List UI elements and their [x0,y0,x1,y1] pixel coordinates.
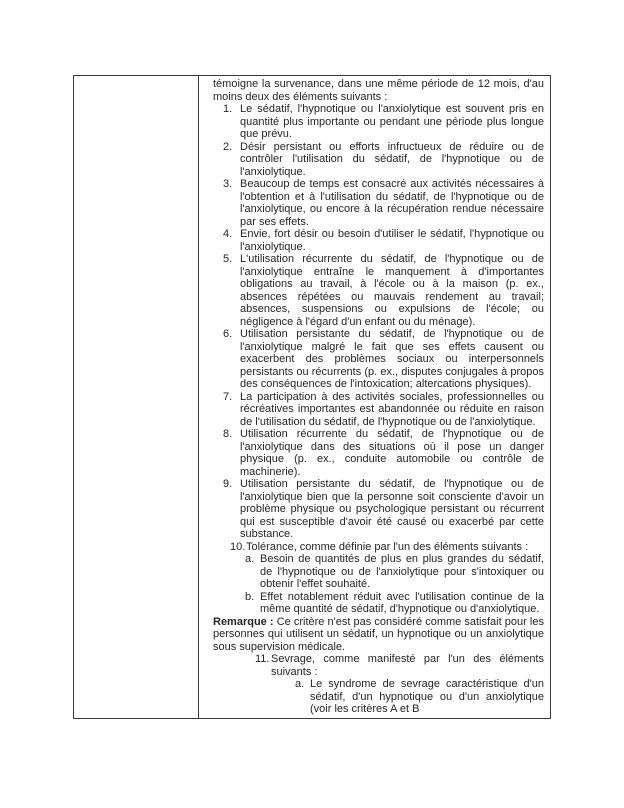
empty-left-cell [74,76,199,718]
criterion-item-2 [213,141,544,179]
criterion-text: Utilisation persistante du sédatif, de l'hypnotique ou de l'anxiolytique malgré le fait que ses effets causent ou exacerbent des problèmes sociaux ou interpersonnels persistants ou récurrents (p. ex., disputes conjugales à propos des conséquences de l'intoxication; altercations physiques). [240,328,544,390]
criterion-item-4 [213,228,544,253]
criteria-table [73,75,551,719]
criterion-number: 11. [255,653,270,665]
criterion-item-5 [213,253,544,328]
criterion-item-6 [213,328,544,391]
criterion-number: 8. [223,428,233,440]
remark-paragraph [213,616,544,654]
criterion-item-3 [213,178,544,228]
criterion-item-10 [213,541,544,554]
subcriterion-letter: a. [295,678,305,690]
criterion-text: Tolérance, comme définie par l'un des éléments suivants : [246,540,529,553]
criterion-text: Utilisation récurrente du sédatif, de l'hypnotique ou de l'anxiolytique dans des situations où il pose un danger physique (p. ex., conduite automobile ou contrôle de machinerie). [240,428,544,478]
criterion-number: 4. [223,228,233,240]
criteria-cell [199,76,550,718]
subcriterion-text: Le syndrome de sevrage caractéristique d'un sédatif, d'un hypnotique ou d'un anxiolytique (voir les critères A et B [310,678,544,715]
subcriterion-item-11a [213,678,544,716]
subcriterion-letter: a. [245,553,255,565]
subcriterion-letter: b. [245,590,255,603]
criterion-item-1 [213,103,544,141]
subcriterion-text: Effet notablement réduit avec l'utilisation continue de la même quantité de sédatif, d'hypnotique ou d'anxiolytique. [260,590,544,615]
criterion-number: 1. [223,103,233,115]
remark-label: Remarque : [213,615,274,628]
criterion-number: 7. [223,390,233,403]
criterion-text: Beaucoup de temps est consacré aux activités nécessaires à l'obtention et à l'utilisation du sédatif, de l'hypnotique ou de l'anxiolytique, ou encore à la récupération rendue nécessaire par ses effets. [240,178,544,228]
criterion-number: 2. [223,140,233,153]
intro-paragraph: témoigne la survenance, dans une même période de 12 mois, d'au moins deux des éléments suivants : [213,78,544,103]
criterion-text: Envie, fort désir ou besoin d'utiliser le sédatif, l'hypnotique ou l'anxiolytique. [240,228,544,253]
subcriterion-text: Besoin de quantités de plus en plus grandes du sédatif, de l'hypnotique ou de l'anxiolytique pour s'intoxiquer ou obtenir l'effet souhaité. [260,553,544,590]
criterion-item-8 [213,428,544,478]
criterion-text: Le sédatif, l'hypnotique ou l'anxiolytique est souvent pris en quantité plus importante ou pendant une période plus longue que prévu. [240,103,544,140]
criterion-number: 9. [223,478,233,490]
criterion-number: 6. [223,328,233,340]
subcriterion-item-10a [213,553,544,591]
criterion-number: 10. [230,540,246,553]
criterion-text: La participation à des activités sociales, professionnelles ou récréatives importantes est abandonnée ou réduite en raison de l'utilisation du sédatif, de l'hypnotique ou de l'anxiolytique. [240,390,544,428]
remark-text: Ce critère n'est pas considéré comme satisfait pour les personnes qui utilisent un sédatif, un hypnotique ou un anxiolytique sous supervision médicale. [213,615,544,653]
criterion-text: Utilisation persistante du sédatif, de l'hypnotique ou de l'anxiolytique bien que la personne soit consciente d'avoir un problème physique ou psychologique persistant ou récurrent qui est susceptible d'avoir été causé ou exacerbé par cette substance. [240,478,544,540]
criterion-item-9 [213,478,544,541]
criterion-item-11 [213,653,544,678]
criterion-number: 5. [223,253,233,265]
criterion-text: Désir persistant ou efforts infructueux de réduire ou de contrôler l'utilisation du sédatif, de l'hypnotique ou de l'anxiolytique. [240,140,544,178]
criterion-number: 3. [223,178,233,190]
criterion-text: Sevrage, comme manifesté par l'un des éléments suivants : [271,653,544,678]
criterion-item-7 [213,391,544,429]
criterion-text: L'utilisation récurrente du sédatif, de l'hypnotique ou de l'anxiolytique entraîne le manquement à d'importantes obligations au travail, à l'école ou à la maison (p. ex., absences répétées ou mauvais rendement au travail; absences, suspensions ou expulsions de l'école; ou négligence à l'égard d'un enfant ou du ménage). [240,253,544,328]
subcriterion-item-10b [213,591,544,616]
